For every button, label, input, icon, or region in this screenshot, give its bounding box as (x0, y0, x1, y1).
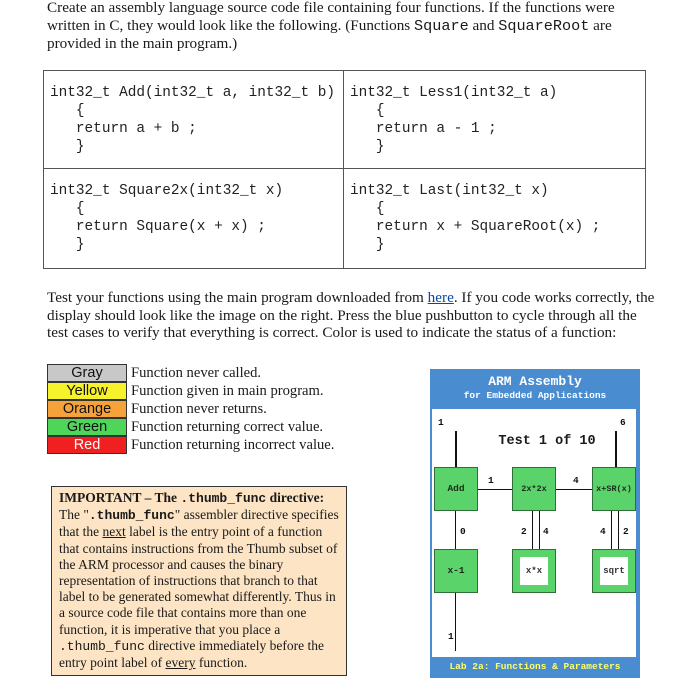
code-last: int32_t Last(int32_t x) { return x + SquareRoot(x) ; } (350, 183, 601, 253)
intro-paragraph (47, 0, 659, 53)
arrow-line (455, 593, 456, 651)
figure-footer: Lab 2a: Functions & Parameters (449, 661, 621, 672)
figure-title: ARM Assembly (488, 374, 582, 389)
legend-swatch: Gray (47, 364, 127, 382)
code-square2x: int32_t Square2x(int32_t x) { return Square(x + x) ; } (50, 183, 284, 253)
label-6: 6 (620, 417, 626, 428)
body-text: function. (195, 655, 248, 671)
box-sqrt-label: sqrt (600, 557, 628, 585)
download-link[interactable]: here (427, 289, 454, 306)
box-add: Add (434, 467, 478, 511)
value-4: 4 (573, 475, 579, 486)
connector (556, 489, 592, 490)
legend-swatch: Red (47, 436, 127, 454)
body-code: .thumb_func (88, 508, 175, 524)
important-heading (59, 490, 339, 507)
box-2x2x: 2x*2x (512, 467, 556, 511)
value-1: 1 (448, 631, 454, 642)
connector (618, 511, 619, 549)
value-0: 0 (460, 526, 466, 537)
box-x-squared-label: x*x (520, 557, 548, 585)
legend-swatch: Green (47, 418, 127, 436)
value-2: 2 (521, 526, 527, 537)
figure-subtitle: for Embedded Applications (463, 390, 607, 401)
body-text: " assembler directive specifies that the (59, 507, 339, 540)
code-cell-last (344, 169, 645, 268)
body-text: The " (59, 507, 89, 523)
body-text: directive immediately before the entry point label of (59, 637, 324, 671)
intro-text: and (468, 16, 499, 34)
fn-squareroot: SquareRoot (498, 16, 590, 35)
heading-text: IMPORTANT – The (59, 490, 181, 505)
board-display-figure (430, 369, 640, 678)
value-4: 4 (543, 526, 549, 537)
important-box (51, 486, 347, 676)
value-2: 2 (623, 526, 629, 537)
connector (455, 511, 456, 549)
code-cell-add (44, 71, 344, 169)
code-less1: int32_t Less1(int32_t a) { return a - 1 ; } (350, 85, 558, 155)
box-x-minus-1: x-1 (434, 549, 478, 593)
test-counter: Test 1 of 10 (498, 434, 596, 449)
legend-desc: Function never returns. (131, 401, 267, 417)
body-underline: next (102, 524, 126, 540)
test-text: . If you code works correctly, the display should look like the image on the right. Press the blue pushbutton to cycle through all the test cases to verify that everything is correct. Color is used to indicate the status of a function: (47, 289, 655, 341)
connector (611, 511, 612, 549)
test-paragraph (47, 289, 659, 342)
important-body (59, 507, 339, 671)
intro-text: are provided in the main program.) (47, 16, 612, 52)
connector (539, 511, 540, 549)
arrow-line (455, 431, 457, 467)
legend-desc: Function returning correct value. (131, 419, 324, 435)
heading-code: .thumb_func (180, 491, 267, 506)
legend-swatch: Orange (47, 400, 127, 418)
value-4: 4 (600, 526, 606, 537)
body-code: .thumb_func (59, 638, 145, 654)
heading-text: directive: (266, 490, 325, 505)
display-area (432, 409, 636, 657)
connector (478, 489, 512, 490)
code-cell-square2x (44, 169, 344, 268)
fn-square: Square (414, 16, 469, 35)
code-cell-less1 (344, 71, 645, 169)
legend-desc: Function given in main program. (131, 383, 324, 399)
body-text: label is the entry point of a function that contains instructions from the Thumb subset of the ARM processor and causes the binary representation of instructions that branch to that label to be generated somewhat differently. Thus in a source code file that contains more than one function, it is imperative that you place a (59, 524, 338, 637)
legend-swatch: Yellow (47, 382, 127, 400)
box-sqrt (592, 549, 636, 593)
body-underline: every (165, 655, 196, 671)
intro-text: Create an assembly language source code file containing four functions. If the functions were written in C, they would look like the following. (Functions (47, 0, 615, 34)
legend-desc: Function returning incorrect value. (131, 437, 335, 453)
box-x-squared (512, 549, 556, 593)
legend-desc: Function never called. (131, 365, 262, 381)
box-x-plus-sr: x+SR(x) (592, 467, 636, 511)
label-1: 1 (438, 417, 444, 428)
arrow-line (615, 431, 617, 467)
connector (532, 511, 533, 549)
code-add: int32_t Add(int32_t a, int32_t b) { return a + b ; } (50, 85, 335, 155)
test-text: Test your functions using the main program downloaded from (47, 289, 428, 306)
code-table (43, 70, 646, 269)
value-1: 1 (488, 475, 494, 486)
